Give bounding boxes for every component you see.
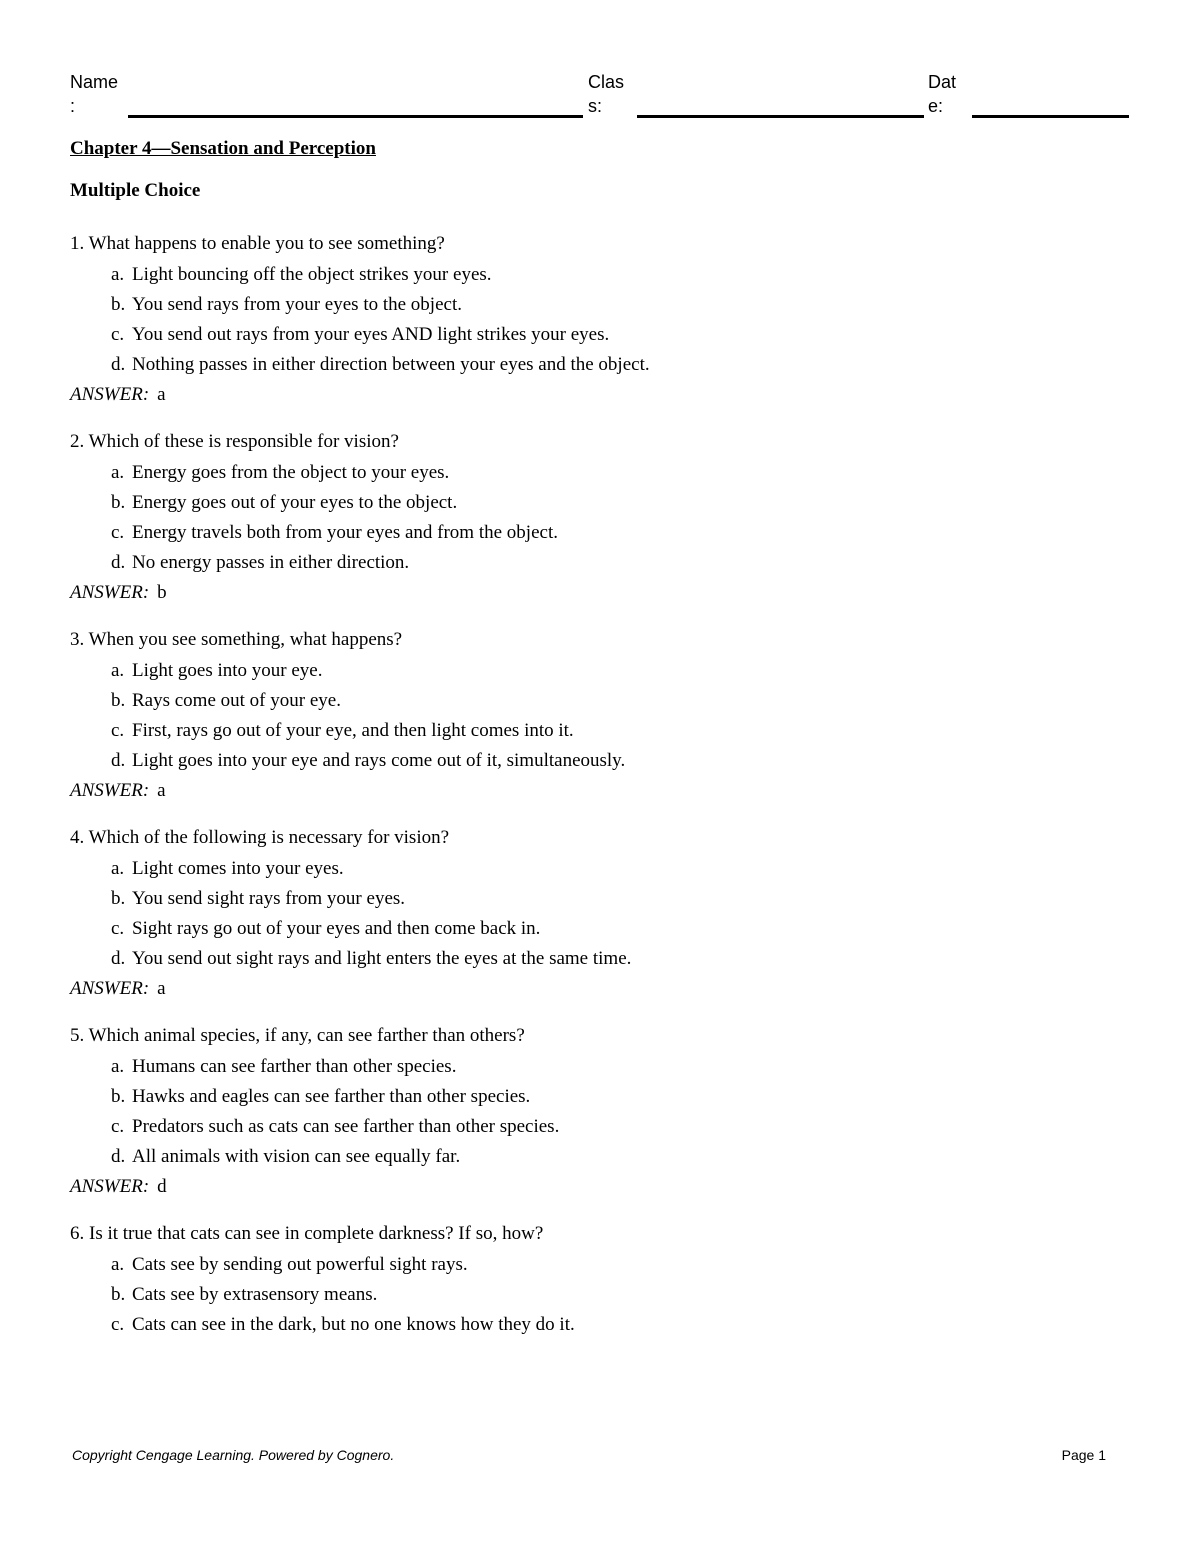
option-letter: a.: [111, 1254, 125, 1275]
answer-option: [70, 1085, 770, 1109]
name-label-suffix: :: [70, 96, 76, 116]
answer-label: ANSWER:: [70, 780, 150, 801]
answer-key: [70, 779, 770, 803]
answer-option: [70, 293, 770, 317]
section-title: Multiple Choice: [70, 180, 201, 201]
option-text: Cats can see in the dark, but no one knows how they do it.: [132, 1314, 575, 1335]
answer-option: [70, 1283, 770, 1307]
option-text: Humans can see farther than other species.: [132, 1056, 457, 1077]
answer-option: [70, 749, 770, 773]
question-4: [70, 825, 770, 1001]
option-letter: b.: [111, 492, 126, 513]
option-text: Light goes into your eye.: [132, 660, 323, 681]
question-6: [70, 1221, 770, 1337]
option-letter: b.: [111, 294, 126, 315]
answer-label: ANSWER:: [70, 978, 150, 999]
option-text: You send out rays from your eyes AND light strikes your eyes.: [132, 324, 610, 345]
answer-key: [70, 977, 770, 1001]
option-letter: a.: [111, 462, 125, 483]
answer-option: [70, 917, 770, 941]
answer-value: a: [157, 780, 166, 801]
answer-option: [70, 461, 770, 485]
option-letter: a.: [111, 264, 125, 285]
class-underline[interactable]: [637, 115, 924, 118]
option-text: Energy goes from the object to your eyes.: [132, 462, 450, 483]
option-text: Energy travels both from your eyes and from the object.: [132, 522, 558, 543]
option-letter: d.: [111, 354, 126, 375]
option-text: No energy passes in either direction.: [132, 552, 410, 573]
option-text: Light comes into your eyes.: [132, 858, 344, 879]
option-letter: d.: [111, 750, 126, 771]
option-text: Light goes into your eye and rays come out of it, simultaneously.: [132, 750, 626, 771]
option-letter: b.: [111, 1086, 126, 1107]
name-label: Name: [70, 72, 119, 92]
answer-option: [70, 719, 770, 743]
answer-option: [70, 1313, 687, 1337]
option-text: You send sight rays from your eyes.: [132, 888, 406, 909]
option-letter: c.: [111, 1314, 125, 1335]
class-label-suffix: s:: [588, 96, 603, 116]
option-text: All animals with vision can see equally far.: [132, 1146, 461, 1167]
answer-key: [70, 581, 770, 605]
answer-key: [70, 1175, 770, 1199]
answer-option: [70, 857, 770, 881]
answer-label: ANSWER:: [70, 384, 150, 405]
option-text: Hawks and eagles can see farther than other species.: [132, 1086, 531, 1107]
date-label-suffix: e:: [928, 96, 944, 116]
answer-option: [70, 1055, 770, 1079]
option-text: Cats see by extrasensory means.: [132, 1284, 378, 1305]
option-text: First, rays go out of your eye, and then light comes into it.: [132, 720, 574, 741]
option-letter: a.: [111, 660, 125, 681]
option-letter: d.: [111, 1146, 126, 1167]
option-letter: b.: [111, 888, 126, 909]
option-text: Sight rays go out of your eyes and then come back in.: [132, 918, 541, 939]
answer-option: [70, 1115, 620, 1139]
option-letter: a.: [111, 858, 125, 879]
answer-option: [70, 1253, 770, 1277]
option-letter: c.: [111, 918, 125, 939]
option-text: Predators such as cats can see farther than other species.: [132, 1116, 560, 1137]
option-letter: c.: [111, 1116, 125, 1137]
option-letter: b.: [111, 1284, 126, 1305]
answer-key: [70, 383, 770, 407]
question-stem: 4. Which of the following is necessary for vision?: [70, 827, 450, 848]
option-text: Nothing passes in either direction between your eyes and the object.: [132, 354, 650, 375]
option-text: Light bouncing off the object strikes your eyes.: [132, 264, 492, 285]
question-1: [70, 231, 770, 407]
answer-option: [70, 689, 770, 713]
question-stem: 1. What happens to enable you to see something?: [70, 233, 445, 254]
option-letter: d.: [111, 552, 126, 573]
answer-option: [70, 353, 742, 377]
option-letter: c.: [111, 324, 125, 345]
answer-label: ANSWER:: [70, 582, 150, 603]
question-3: [70, 627, 770, 803]
answer-option: [70, 551, 770, 575]
answer-value: b: [157, 582, 167, 603]
answer-option: [70, 947, 770, 971]
option-text: Energy goes out of your eyes to the object.: [132, 492, 458, 513]
question-stem: 6. Is it true that cats can see in complete darkness? If so, how?: [70, 1223, 544, 1244]
option-text: You send rays from your eyes to the object.: [132, 294, 462, 315]
option-letter: c.: [111, 522, 125, 543]
answer-option: [70, 323, 770, 347]
option-letter: c.: [111, 720, 125, 741]
page-number: Page 1: [1061, 1447, 1106, 1463]
answer-value: a: [157, 384, 166, 405]
option-letter: d.: [111, 948, 126, 969]
answer-option: [70, 491, 770, 515]
option-letter: b.: [111, 690, 126, 711]
name-underline[interactable]: [128, 115, 583, 118]
date-underline[interactable]: [972, 115, 1129, 118]
question-stem: 3. When you see something, what happens?: [70, 629, 403, 650]
question-2: [70, 429, 770, 605]
answer-label: ANSWER:: [70, 1176, 150, 1197]
option-text: Rays come out of your eye.: [132, 690, 341, 711]
answer-value: d: [157, 1176, 167, 1197]
answer-value: a: [157, 978, 166, 999]
option-text: Cats see by sending out powerful sight rays.: [132, 1254, 468, 1275]
option-text: You send out sight rays and light enters the eyes at the same time.: [132, 948, 632, 969]
copyright-notice: Copyright Cengage Learning. Powered by Cognero.: [72, 1447, 395, 1463]
answer-option: [70, 659, 770, 683]
answer-option: [70, 521, 770, 545]
question-stem: 5. Which animal species, if any, can see farther than others?: [70, 1025, 525, 1046]
answer-option: [70, 263, 770, 287]
date-label: Dat: [928, 72, 957, 92]
option-letter: a.: [111, 1056, 125, 1077]
chapter-title: Chapter 4—Sensation and Perception: [70, 138, 376, 159]
class-label: Clas: [588, 72, 625, 92]
question-list: [70, 231, 770, 1359]
answer-option: [70, 887, 770, 911]
answer-option: [70, 1145, 770, 1169]
question-5: [70, 1023, 770, 1199]
question-stem: 2. Which of these is responsible for vision?: [70, 431, 399, 452]
